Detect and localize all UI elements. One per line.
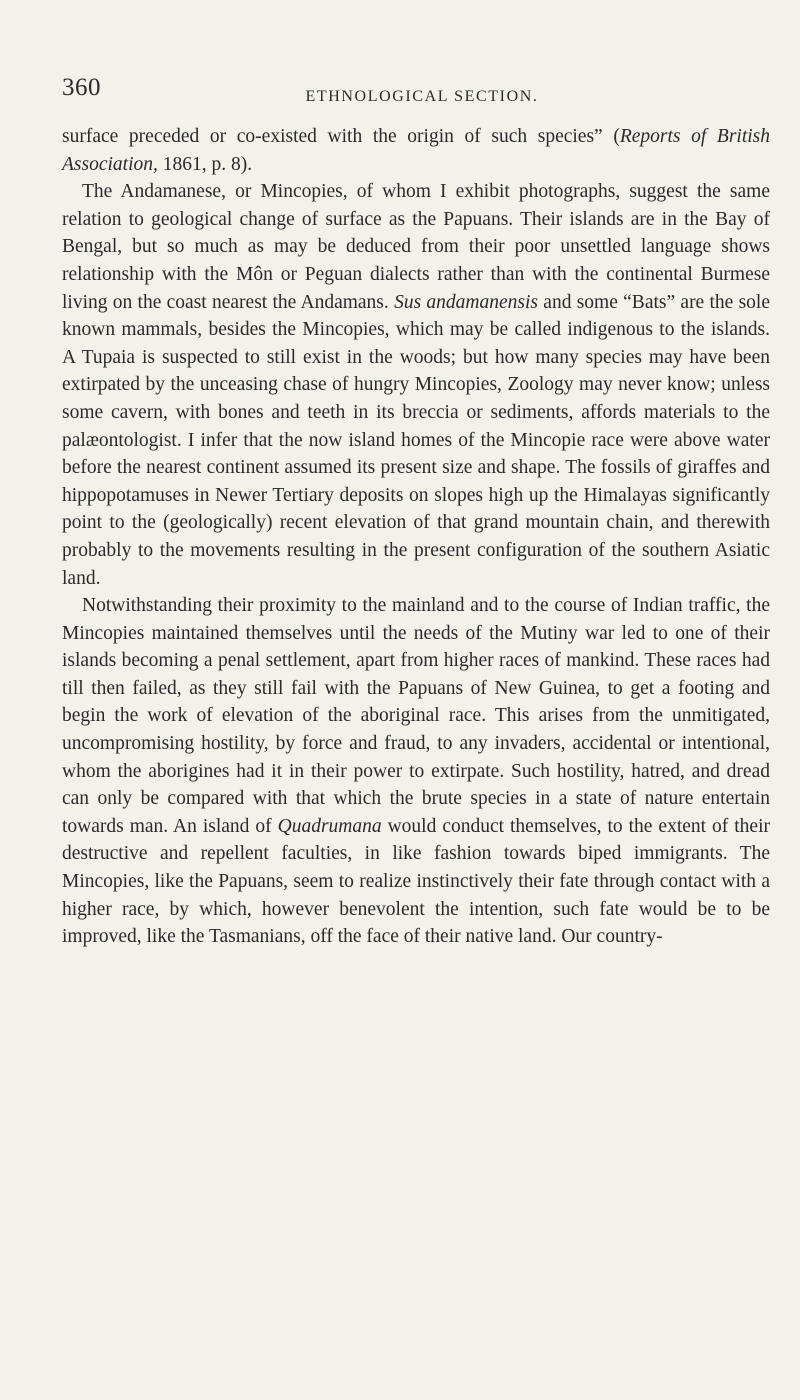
paragraph: Notwithstanding their proximity to the mainland and to the course of Indian traffic, the Mincopies maintained themselves until the needs of the Mutiny war led to one of their islands becoming a penal settlement, apart from higher races of mankind. These races had till then failed, as they still fail with the Papuans of New Guinea, to get a footing and begin the work of elevation of the aboriginal race. This arises from the unmitigated, uncompromising hostility, by force and fraud, to any invaders, accidental or intentional, whom the aborigines had it in their power to extirpate. Such hostility, hatred, and dread can only be compared with that which the brute species in a state of nature entertain towards man. An island of Quadrumana would conduct themselves, to the extent of their destructive and repellent faculties, in like fashion towards biped immigrants. The Mincopies, like the Papuans, seem to realize instinctively their fate through contact with a higher race, by which, however benevolent the intention, such fate would be to be improved, like the Tasmanians, off the face of their native land. Our country- <box>62 595 770 948</box>
italic-run: Quadrumana <box>277 815 382 837</box>
page-header <box>62 74 762 104</box>
italic-run: Sus andamanensis <box>394 291 539 313</box>
body-text <box>62 123 770 951</box>
italic-run: Reports of British Association, <box>62 126 771 175</box>
paragraph: The Andamanese, or Mincopies, of whom I exhibit photographs, suggest the same relation to geological change of surface as the Papuans. Their islands are in the Bay of Bengal, but so much as may be deduced from their poor unsettled language shows relationship with the Môn or Peguan dialects rather than with the continental Burmese living on the coast nearest the Andamans. Sus andamanensis and some “Bats” are the sole known mammals, besides the Mincopies, which may be called indigenous to the islands. A Tupaia is suspected to still exist in the woods; but how many species may have been extirpated by the unceasing chase of hungry Mincopies, Zoology may never know; unless some cavern, with bones and teeth in its breccia or sediments, affords materials to the palæontologist. I infer that the now island homes of the Mincopie race were above water before the nearest continent assumed its present size and shape. The fossils of giraffes and hippopotamuses in Newer Tertiary deposits on slopes high up the Himalayas significantly point to the (geologically) recent elevation of that grand mountain chain, and therewith probably to the movements resulting in the present configuration of the southern Asiatic land. <box>62 181 770 589</box>
page-number: 360 <box>62 74 101 101</box>
running-head: ETHNOLOGICAL SECTION. <box>305 88 539 105</box>
paragraph: surface preceded or co-existed with the origin of such species” (Reports of British Association, 1861, p. 8). <box>62 126 771 175</box>
